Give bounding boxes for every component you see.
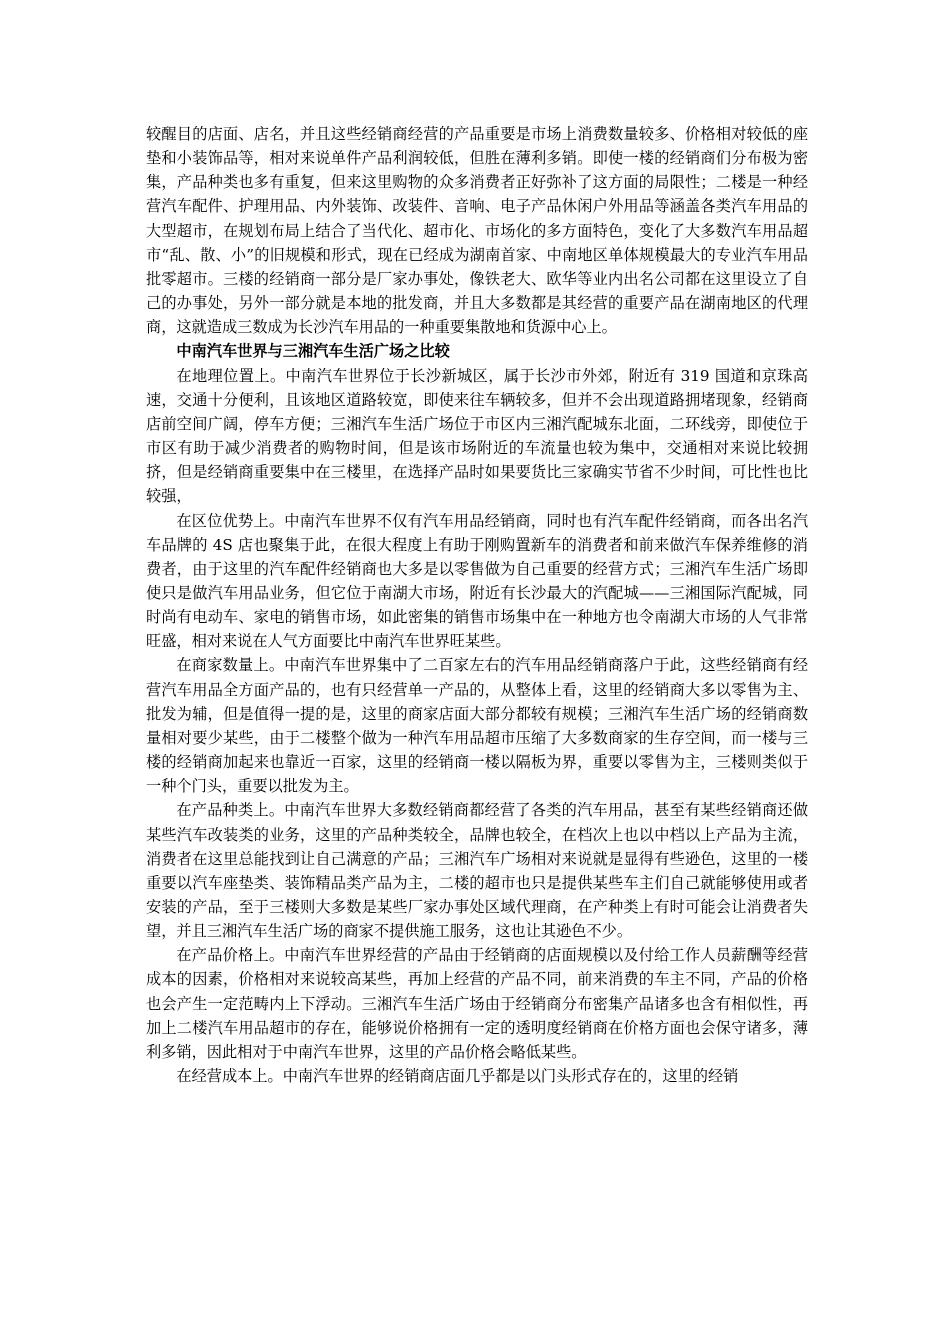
section-heading: 中南汽车世界与三湘汽车生活广场之比较 [176,342,450,361]
intro-paragraph: 较醒目的店面、店名，并且这些经销商经营的产品重要是市场上消费数量较多、价格相对较低的座垫和小装饰品等，相对来说单件产品利润较低，但胜在薄利多销。即使一楼的经销商们分布极为密集，产品种类也多有重复，但来这里购物的众多消费者正好弥补了这方面的局限性；二楼是一种经营汽车配件、护理用品、内外装饰、改装件、音响、电子产品休闲户外用品等涵盖各类汽车用品的大型超市，在规划布局上结合了当代化、超市化、市场化的多方面特色，变化了大多数汽车用品超市“乱、散、小”的旧规模和形式，现在已经成为湖南首家、中南地区单体规模最大的专业汽车用品批零超市。三楼的经销商一部分是厂家办事处，像铁老大、欧华等业内出名公司都在这里设立了自己的办事处，另外一部分就是本地的批发商，并且大多数都是其经营的重要产品在湖南地区的代理商，这就造成三数成为长沙汽车用品的一种重要集散地和货源中心上。 [146,125,808,337]
document-page [146,122,808,1088]
paragraph-regional-advantage: 在区位优势上。中南汽车世界不仅有汽车用品经销商，同时也有汽车配件经销商，而各出名汽车品牌的 4S 店也聚集于此，在很大程度上有助于刚购置新车的消费者和前来做汽车保养维修的消费者，由于这里的汽车配件经销商也大多是以零售做为自己重要的经营方式；三湘汽车生活广场即使只是做汽车用品业务，但它位于南湖大市场，附近有长沙最大的汽配城——三湘国际汽配城，同时尚有电动车、家电的销售市场，如此密集的销售市场集中在一种地方也令南湖大市场的人气非常旺盛，相对来说在人气方面要比中南汽车世界旺某些。 [146,511,808,651]
paragraph-operating-cost: 在经营成本上。中南汽车世界的经销商店面几乎都是以门头形式存在的，这里的经销 [176,1067,739,1086]
paragraph-product-price: 在产品价格上。中南汽车世界经营的产品由于经销商的店面规模以及付给工作人员薪酬等经营成本的因素，价格相对来说较高某些，再加上经营的产品不同，前来消费的车主不同，产品的价格也会产生一定范畴内上下浮动。三湘汽车生活广场由于经销商分布密集产品诸多也含有相似性，再加上二楼汽车用品超市的存在，能够说价格拥有一定的透明度经销商在价格方面也会保守诸多，薄利多销，因此相对于中南汽车世界，这里的产品价格会略低某些。 [146,946,808,1061]
paragraph-product-variety: 在产品种类上。中南汽车世界大多数经销商都经营了各类的汽车用品，甚至有某些经销商还做某些汽车改装类的业务，这里的产品种类较全，品牌也较全，在档次上也以中档以上产品为主流，消费者在这里总能找到让自己满意的产品；三湘汽车广场相对来说就是显得有些逊色，这里的一楼重要以汽车座垫类、装饰精品类产品为主，二楼的超市也只是提供某些车主们自己就能够使用或者安装的产品，至于三楼则大多数是某些厂家办事处区域代理商，在产种类上有时可能会让消费者失望，并且三湘汽车生活广场的商家不提供施工服务，这也让其逊色不少。 [146,801,808,941]
paragraph-location: 在地理位置上。中南汽车世界位于长沙新城区，属于长沙市外郊，附近有 319 国道和京珠高速，交通十分便利，且该地区道路较宽，即使来往车辆较多，但并不会出现道路拥堵现象，经销商店前空间广阔，停车方便；三湘汽车生活广场位于市区内三湘汽配城东北面，二环线旁，即使位于市区有助于减少消费者的购物时间，但是该市场附近的车流量也较为集中，交通相对来说比较拥挤，但是经销商重要集中在三楼里，在选择产品时如果要货比三家确实节省不少时间，可比性也比较强， [146,366,808,506]
paragraph-merchant-count: 在商家数量上。中南汽车世界集中了二百家左右的汽车用品经销商落户于此，这些经销商有经营汽车用品全方面产品的，也有只经营单一产品的，从整体上看，这里的经销商大多以零售为主、批发为辅，但是值得一提的是，这里的商家店面大部分都较有规模；三湘汽车生活广场的经销商数量相对要少某些，由于二楼整个做为一种汽车用品超市压缩了大多数商家的生存空间，而一楼与三楼的经销商加起来也靠近一百家，这里的经销商一楼以隔板为界，重要以零售为主，三楼则类似于一种个门头，重要以批发为主。 [146,656,808,796]
